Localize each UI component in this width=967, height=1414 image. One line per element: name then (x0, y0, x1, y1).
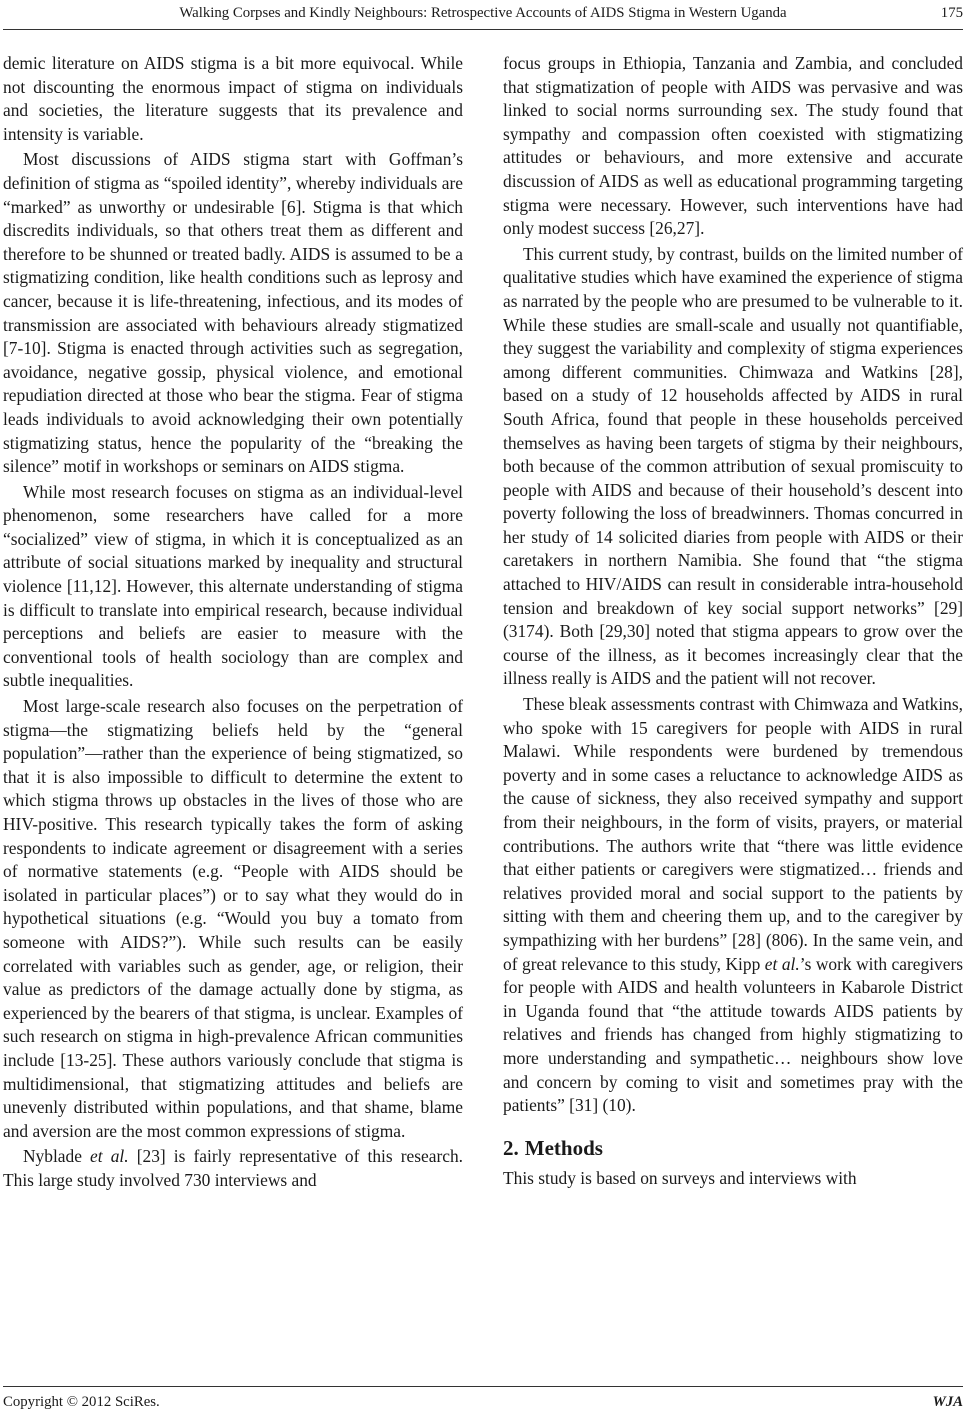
author-name: Nyblade (23, 1146, 82, 1167)
paragraph: Most large-scale research also focuses on the perpetration of stigma—the stigmatizing beliefs held by the “general population”—rather than the experience of being stigmatized, so that it is also impossible to difficult to determine the extent to which stigma throws up obstacles in the lives of those who are HIV-positive. This research typically takes the form of asking respondents to indicate agreement or disagreement with a series of normative statements (e.g. “People with AIDS should be isolated in particular places”) or to say what they would do in hypothetical situations (e.g. “Would you buy a tomato from someone with AIDS?”). While such results can be easily correlated with variables such as gender, age, or religion, their value as predictors of the damage actually done by stigma, as experienced by the bearers of that stigma, is unclear. Examples of such research on stigma in high-prevalence African communities include [13-25]. These authors variously conclude that stigma is multidimensional, that stigmatizing attitudes and beliefs are unevenly distributed within populations, and that shame, blame and aversion are the most common expressions of stigma. (3, 696, 463, 1141)
paragraph: This current study, by contrast, builds on the limited number of qualitative studies which have examined the experience of stigma as narrated by the people who are presumed to be vulnerable to it. While these studies are small-scale and usually not quantifiable, they suggest the variability and complexity of stigma experiences among different communities. Chimwaza and Watkins [28], based on a study of 12 households affected by AIDS in rural South Africa, found that people in these households perceived themselves as having been targets of stigma by their neighbours, both because of the common attribution of sexual promiscuity to people with AIDS and because of their household’s descent into poverty following the loss of breadwinners. Thomas concurred in her study of 14 solicited diaries from people with AIDS or their caretakers in northern Namibia. She found that “the stigma attached to HIV/AIDS can result in considerable intra-household tension and breakdown of key social support networks” [29] (3174). Both [29,30] noted that stigma appears to grow over the course of the illness, as it becomes increasingly clear that the illness really is AIDS and the patient will not recover. (503, 243, 963, 689)
running-header (3, 3, 963, 25)
section-title: Methods (524, 1135, 603, 1160)
paragraph: This study is based on surveys and interviews with (503, 1167, 857, 1188)
header-rule (3, 29, 963, 30)
paragraph: While most research focuses on stigma as an individual-level phenomenon, some researchers have called for a more “socialized” view of stigma, in which it is conceptualized as an attribute of social situations marked by inequality and structural violence [11,12]. However, this alternate understanding of stigma is difficult to translate into empirical research, because individual perceptions and beliefs are easier to measure with the conventional tools of health sociology than are complex and subtle inequalities. (3, 481, 463, 691)
section-number: 2. (503, 1135, 519, 1160)
paragraph-text: [23] is fairly representative of this research. This large study involved 730 interviews and (3, 1146, 464, 1190)
copyright: Copyright © 2012 SciRes. (3, 1394, 160, 1410)
page-number: 175 (940, 5, 963, 21)
paragraph: demic literature on AIDS stigma is a bit more equivocal. While not discounting the enormous impact of stigma on individuals and societies, the literature suggests that its prevalence and intensity is variable. (3, 53, 463, 144)
paragraph: Most discussions of AIDS stigma start with Goffman’s definition of stigma as “spoiled identity”, whereby individuals are “marked” as unworthy or undesirable [6]. Stigma is that which discredits individuals, so that others treat them as different and therefore to be shunned or treated badly. AIDS is assumed to be a stigmatizing condition, like health conditions such as leprosy and cancer, because it is life-threatening, infectious, and its modes of transmission are associated with behaviours already stigmatized [7-10]. Stigma is enacted through activities such as segregation, avoidance, negative gossip, physical violence, and emotional repudiation directed at those who bear the stigma. Fear of stigma leads individuals to avoid acknowledging their own potentially stigmatizing status, hence the popularity of the “breaking the silence” motif in workshops or seminars on AIDS stigma. (3, 149, 463, 477)
paragraph: focus groups in Ethiopia, Tanzania and Zambia, and concluded that stigmatization of people with AIDS was pervasive and was linked to social norms surrounding sex. The study found that sympathy and compassion often coexisted with stigmatizing attitudes or behaviours, and more extensive and accurate discussion of AIDS as well as educational programming targeting stigma were necessary. However, such interventions have had only modest success [26,27]. (503, 53, 963, 239)
footer-rule (3, 1386, 963, 1387)
et-al: et al. (764, 953, 800, 974)
paragraph (3, 1145, 463, 1192)
paragraph-text: ’s work with caregivers for people with AIDS and health volunteers in Kabarole District in Uganda found that “the attitude towards AIDS patients by relatives and friends has changed from highly stigmatizing to more understanding and sympathetic… neighbours show love and concern by coming to visit and sometimes pray with the patients” [31] (10). (503, 953, 964, 1116)
section-heading (503, 1135, 963, 1161)
et-al: et al. (90, 1146, 129, 1167)
journal-abbrev: WJA (932, 1394, 963, 1410)
left-column (3, 52, 463, 1195)
paragraph-text: These bleak assessments contrast with Chimwaza and Watkins, who spoke with 15 caregivers for people with AIDS in rural Malawi. While respondents were burdened by tremendous poverty and in some cases a reluctance to acknowledge AIDS as the cause of sickness, they also received sympathy and support from their neighbours, in the form of visits, prayers, or material contributions. The authors write that “there was little evidence that either patients or caregivers were stigmatized… friends and relatives provided moral and social support to the patients by sitting with them and cheering them up, and to the caregiver by sympathizing with her burdens” [28] (806). In the same vein, and of great relevance to this study, Kipp (503, 694, 963, 974)
right-column (503, 52, 963, 1192)
running-title: Walking Corpses and Kindly Neighbours: Retrospective Accounts of AIDS Stigma in Western Uganda (179, 5, 787, 21)
paragraph (503, 693, 963, 1118)
